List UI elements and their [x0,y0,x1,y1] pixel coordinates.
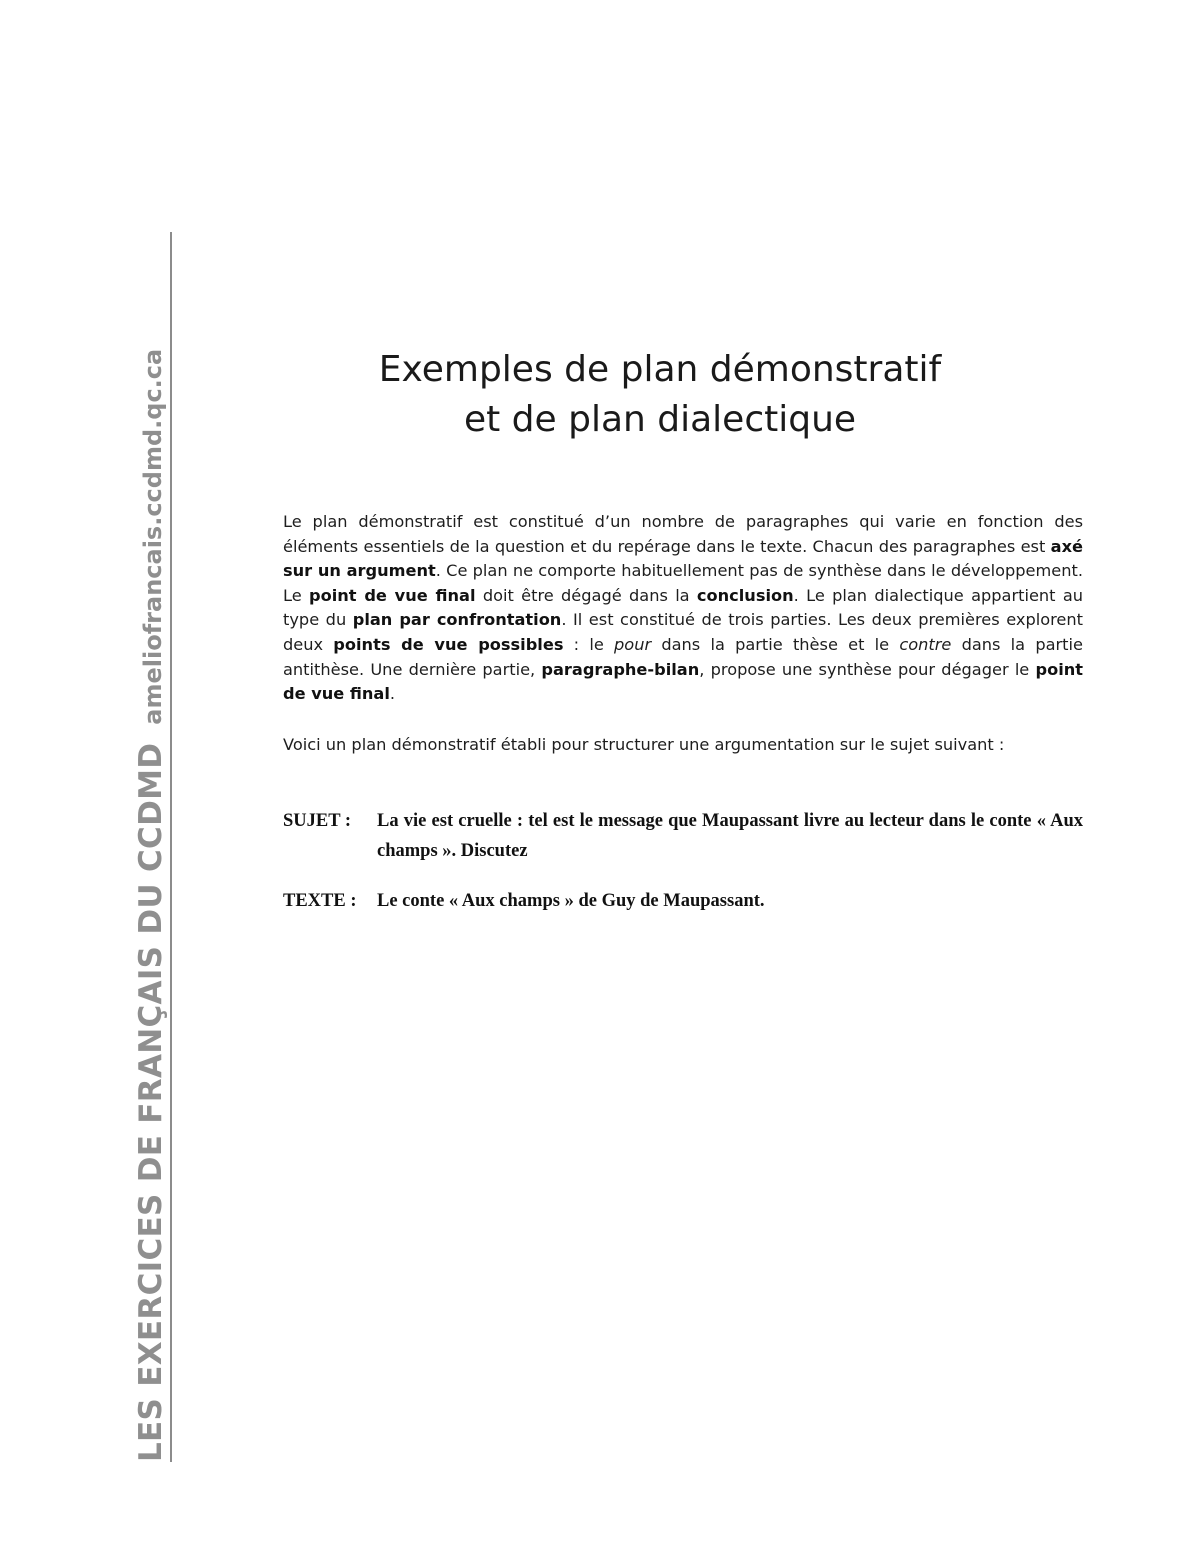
sujet-label: SUJET : [283,811,352,831]
intro-paragraph [283,510,1083,707]
intro-emphasis: conclusion [696,585,794,605]
website-url: ameliofrancais.ccdmd.qc.ca [139,348,167,725]
intro-emphasis: paragraphe-bilan [541,659,700,679]
texte-entry [283,886,1083,916]
intro-italic: contre [899,634,952,654]
intro-text: dans la partie antithèse. Une dernière partie, [283,634,1083,679]
texte-label: TEXTE : [283,891,357,911]
intro-text: doit être dégagé dans la [475,585,697,605]
lead-sentence: Voici un plan démonstratif établi pour structurer une argumentation sur le sujet suivant : [283,735,1005,754]
intro-text: . Le plan dialectique appartient au type du [283,585,1084,630]
intro-text: Le plan démonstratif est constitué d’un nombre de paragraphes qui varie en fonction des éléments essentiels de la question et du repérage dans le texte. Chacun des paragraphes est [283,512,1083,556]
page-title-line-1: Exemples de plan démonstratif [378,349,942,390]
intro-text: . Il est constitué de trois parties. Les deux premières explorent deux [283,610,1083,654]
series-title: LES EXERCICES DE FRANÇAIS DU CCDMD [133,742,169,1462]
sidebar-vertical-label [132,349,170,1462]
sidebar-divider-line [170,232,172,1462]
intro-text: . [389,684,396,704]
intro-text: : le [563,634,615,654]
sujet-entry [283,806,1083,866]
intro-text: dans la partie thèse et le [651,634,900,654]
intro-emphasis: point de vue final [309,585,476,605]
intro-italic: pour [614,634,652,654]
intro-emphasis: point de vue final [283,659,1084,704]
texte-text: Le conte « Aux champs » de Guy de Maupassant. [377,891,765,911]
page-title [280,345,1040,445]
intro-text: . Ce plan ne comporte habituellement pas de synthèse dans le développement. Le [283,561,1083,605]
page-title-line-2: et de plan dialectique [463,399,857,440]
sujet-text: La vie est cruelle : tel est le message que Maupassant livre au lecteur dans le conte « Aux champs ». Discutez [377,811,1083,861]
intro-text: , propose une synthèse pour dégager le [699,659,1036,679]
intro-emphasis: points de vue possibles [333,634,564,654]
intro-emphasis: plan par confrontation [352,610,562,630]
intro-emphasis: axé sur un argument [283,536,1083,581]
